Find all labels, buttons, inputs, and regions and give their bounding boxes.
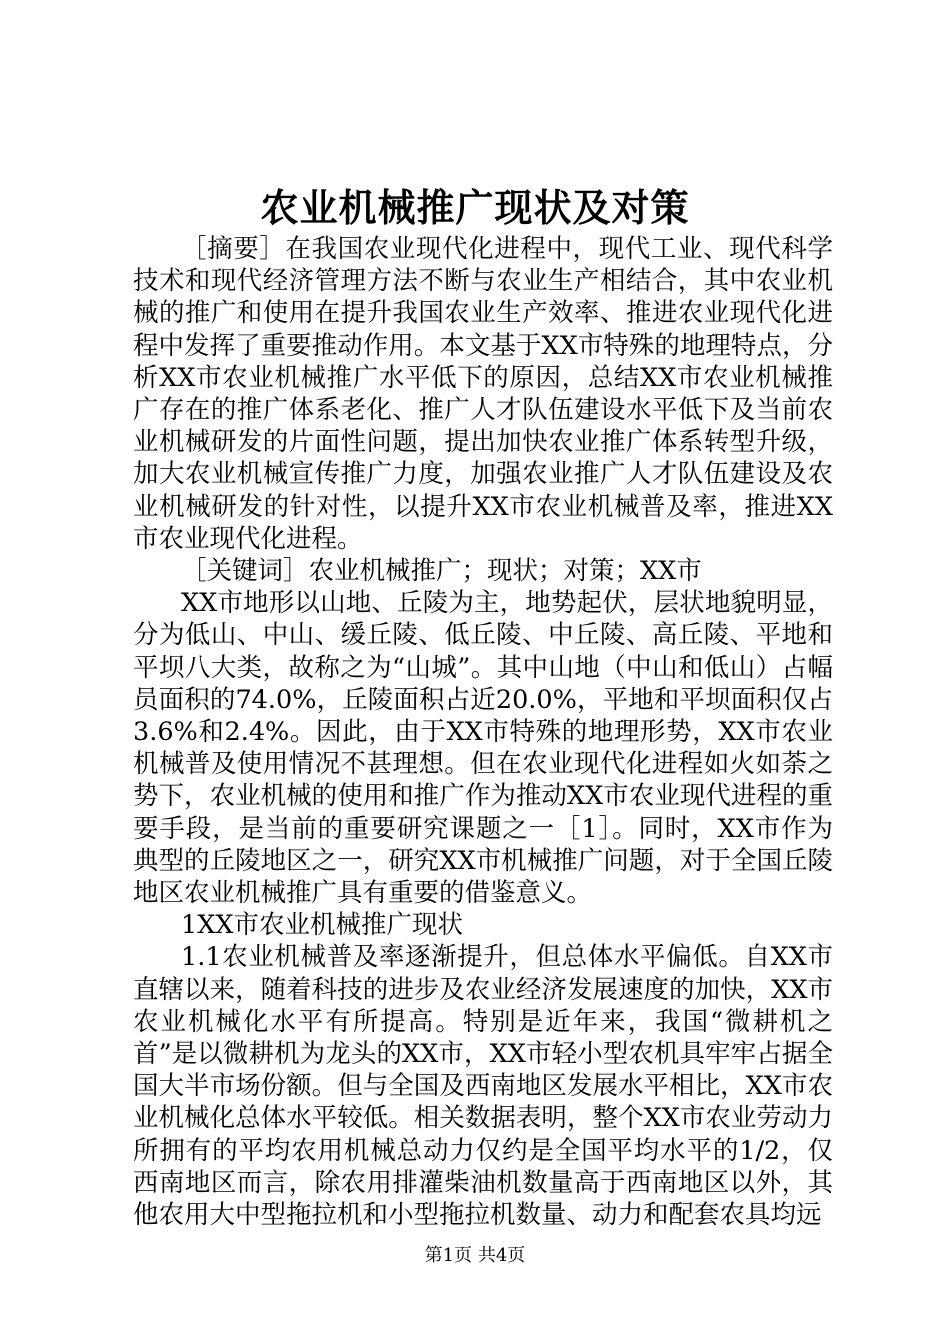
document-title: 农业机械推广现状及对策 bbox=[260, 185, 690, 230]
document-body bbox=[133, 233, 833, 1231]
intro-paragraph: XX市地形以山地、丘陵为主，地势起伏，层状地貌明显，分为低山、中山、缓丘陵、低丘陵、中丘陵、高丘陵、平地和平坝八大类，故称之为“山城”。其中山地（中山和低山）占幅员面积的74.0%，丘陵面积占近20.0%，平地和平坝面积仅占3.6%和2.4%。因此，由于XX市特殊的地理形势，XX市农业机械普及使用情况不甚理想。但在农业现代化进程如火如荼之势下，农业机械的使用和推广作为推动XX市农业现代进程的重要手段，是当前的重要研究课题之一［1］。同时，XX市作为典型的丘陵地区之一，研究XX市机械推广问题，对于全国丘陵地区农业机械推广具有重要的借鉴意义。 bbox=[133, 588, 833, 909]
page-footer: 第1页 共4页 bbox=[424, 1245, 526, 1266]
abstract-paragraph: ［摘要］在我国农业现代化进程中，现代工业、现代科学技术和现代经济管理方法不断与农业生产相结合，其中农业机械的推广和使用在提升我国农业生产效率、推进农业现代化进程中发挥了重要推动作用。本文基于XX市特殊的地理特点，分析XX市农业机械推广水平低下的原因，总结XX市农业机械推广存在的推广体系老化、推广人才队伍建设水平低下及当前农业机械研发的片面性问题，提出加快农业推广体系转型升级，加大农业机械宣传推广力度，加强农业推广人才队伍建设及农业机械研发的针对性，以提升XX市农业机械普及率，推进XX市农业现代化进程。 bbox=[133, 234, 833, 554]
section-1-heading: 1XX市农业机械推广现状 bbox=[181, 910, 464, 941]
keywords-paragraph: ［关键词］农业机械推广；现状；对策；XX市 bbox=[181, 556, 702, 587]
section-1-1-paragraph: 1.1农业机械普及率逐渐提升，但总体水平偏低。自XX市直辖以来，随着科技的进步及农业经济发展速度的加快，XX市农业机械化水平有所提高。特别是近年来，我国“微耕机之首”是以微耕机为龙头的XX市，XX市轻小型农机具牢牢占据全国大半市场份额。但与全国及西南地区发展水平相比，XX市农业机械化总体水平较低。相关数据表明，整个XX市农业劳动力所拥有的平均农用机械总动力仅约是全国平均水平的1/2，仅西南地区而言，除农用排灌柴油机数量高于西南地区以外，其他农用大中型拖拉机和小型拖拉机数量、动力和配套农具均远 bbox=[133, 942, 833, 1231]
